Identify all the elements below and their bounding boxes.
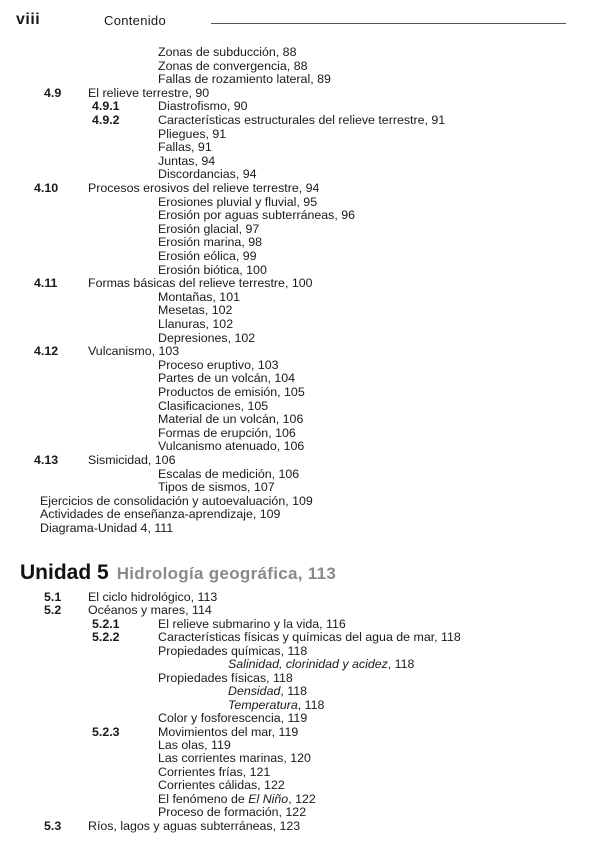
toc-entry bbox=[88, 590, 217, 604]
toc-entry-text: Erosión eólica, 99 bbox=[158, 249, 257, 263]
toc-entry-italic: Salinidad, clorinidad y acidez bbox=[228, 657, 388, 672]
toc-entry bbox=[158, 331, 255, 345]
toc-entry-text: Proceso de formación, 122 bbox=[158, 805, 307, 820]
toc-entry-text: Propiedades químicas, 118 bbox=[158, 643, 308, 658]
toc-entry bbox=[158, 290, 240, 304]
toc-entry bbox=[158, 751, 311, 765]
section-number: 4.9 bbox=[44, 85, 62, 100]
toc-entry bbox=[88, 453, 175, 467]
toc-entry-text: Proceso eruptivo, 103 bbox=[158, 357, 279, 372]
toc-entry bbox=[158, 222, 259, 236]
toc-entry-text: Discordancias, 94 bbox=[158, 167, 257, 182]
section-number: 4.9.1 bbox=[92, 99, 120, 114]
toc-entry bbox=[158, 45, 296, 59]
section-number: 5.2.1 bbox=[92, 616, 120, 631]
toc-entry-text: Zonas de subducción, 88 bbox=[158, 45, 297, 59]
toc-entry bbox=[158, 792, 316, 806]
toc-entry-text: Características físicas y químicas del agua de mar, 118 bbox=[158, 630, 461, 645]
toc-entry bbox=[158, 412, 303, 426]
toc-entry-text: El relieve submarino y la vida, 116 bbox=[158, 616, 346, 631]
section-number: 5.3 bbox=[44, 818, 62, 833]
toc-entry bbox=[158, 725, 298, 739]
section-number: 4.10 bbox=[34, 181, 59, 195]
toc-entry-text: Mesetas, 102 bbox=[158, 303, 233, 318]
toc-entry-text: Erosión glacial, 97 bbox=[158, 221, 260, 236]
toc-entry bbox=[158, 208, 355, 222]
toc-entry bbox=[40, 507, 280, 521]
toc-entry-text: Sismicidad, 106 bbox=[88, 453, 176, 467]
toc-entry-text: , 118 bbox=[297, 697, 325, 712]
toc-entry-text: Productos de emisión, 105 bbox=[158, 385, 305, 399]
section-number: 4.9.2 bbox=[92, 113, 120, 127]
toc-entry bbox=[228, 684, 307, 698]
toc-entry-text: El ciclo hidrológico, 113 bbox=[88, 590, 218, 604]
section-number: 5.1 bbox=[44, 590, 62, 604]
toc-entry bbox=[158, 113, 445, 127]
toc-entry-text: Las olas, 119 bbox=[158, 737, 231, 752]
toc-entry-text: , 118 bbox=[387, 657, 415, 672]
toc-entry-italic: El Niño bbox=[248, 791, 289, 806]
toc-entry bbox=[158, 778, 285, 792]
toc-entry-italic: Densidad bbox=[228, 684, 281, 699]
toc-entry-text: Escalas de medición, 106 bbox=[158, 466, 300, 481]
toc-entry bbox=[158, 127, 226, 141]
toc-entry bbox=[158, 263, 267, 277]
toc-entry bbox=[158, 630, 461, 644]
toc-entry bbox=[158, 467, 299, 481]
section-number: 4.12 bbox=[34, 344, 59, 359]
section-number: 4.11 bbox=[34, 276, 58, 291]
toc-entry-text: Procesos erosivos del relieve terrestre, 94 bbox=[88, 181, 320, 195]
toc-entry bbox=[158, 371, 295, 385]
toc-entry bbox=[158, 399, 268, 413]
toc-entry-text: Formas de erupción, 106 bbox=[158, 425, 296, 440]
toc-entry-text: Depresiones, 102 bbox=[158, 330, 256, 345]
toc-entry-text: Fallas, 91 bbox=[158, 140, 212, 155]
toc-entry bbox=[88, 603, 212, 617]
toc-entry bbox=[88, 86, 209, 100]
toc-entry-text: , 118 bbox=[280, 684, 307, 699]
toc-entry-text: Movimientos del mar, 119 bbox=[158, 724, 299, 739]
toc-entry-text: Material de un volcán, 106 bbox=[158, 412, 304, 427]
toc-entry bbox=[158, 303, 232, 317]
section-number: 5.2 bbox=[44, 603, 62, 618]
toc-entry-text: Partes de un volcán, 104 bbox=[158, 371, 296, 386]
toc-entry bbox=[158, 671, 293, 685]
toc-entry-text: Zonas de convergencia, 88 bbox=[158, 58, 308, 73]
toc-entry-text: Actividades de enseñanza-aprendizaje, 109 bbox=[40, 507, 281, 522]
toc-entry bbox=[158, 385, 305, 399]
toc-entry bbox=[158, 195, 317, 209]
toc-entry-text: Pliegues, 91 bbox=[158, 126, 227, 141]
toc-entry-text: Montañas, 101 bbox=[158, 289, 240, 304]
toc-entry bbox=[158, 99, 248, 113]
unit-title: Hidrología geográfica, 113 bbox=[116, 564, 337, 583]
toc-entry bbox=[158, 644, 307, 658]
section-number: 4.13 bbox=[34, 453, 59, 467]
toc-entry-text: Clasificaciones, 105 bbox=[158, 398, 269, 413]
toc-entry-text: Llanuras, 102 bbox=[158, 317, 234, 331]
toc-entry bbox=[158, 480, 275, 494]
toc-entry bbox=[158, 249, 257, 263]
toc-entry-text: Juntas, 94 bbox=[158, 153, 216, 168]
toc-entry bbox=[158, 154, 215, 168]
toc-entry-text: Características estructurales del relieve terrestre, 91 bbox=[158, 113, 446, 127]
toc-entry bbox=[228, 698, 324, 712]
toc-entry-text: Diagrama-Unidad 4, 111 bbox=[40, 521, 174, 535]
toc-entry-text: Vulcanismo, 103 bbox=[88, 344, 180, 359]
toc-entry bbox=[158, 358, 279, 372]
toc-entry bbox=[88, 181, 319, 195]
toc-entry-prefix: El fenómeno de bbox=[158, 791, 249, 806]
toc-entry-text: Diastrofismo, 90 bbox=[158, 99, 248, 114]
toc-entry-text: Erosión por aguas subterráneas, 96 bbox=[158, 208, 355, 223]
toc-entry-text: Corrientes cálidas, 122 bbox=[158, 778, 285, 793]
toc-entry-text: Corrientes frías, 121 bbox=[158, 764, 271, 779]
toc-entry-text: Color y fosforescencia, 119 bbox=[158, 711, 308, 726]
toc-entry bbox=[88, 276, 313, 290]
section-number: 5.2.3 bbox=[92, 724, 120, 739]
toc-entry-text: Erosión marina, 98 bbox=[158, 235, 262, 250]
toc-entry bbox=[228, 657, 414, 671]
toc-entry bbox=[158, 617, 346, 631]
toc-entry bbox=[158, 439, 304, 453]
unit-label: Unidad 5 bbox=[20, 561, 109, 584]
toc-entry-text: Ríos, lagos y aguas subterráneas, 123 bbox=[88, 818, 301, 833]
toc-entry bbox=[158, 59, 307, 73]
toc-entry-text: Las corrientes marinas, 120 bbox=[158, 751, 311, 766]
toc-entry bbox=[88, 819, 300, 833]
toc-entry-italic: Temperatura bbox=[228, 697, 298, 712]
toc-entry bbox=[158, 738, 231, 752]
toc-entry bbox=[158, 235, 262, 249]
toc-entry bbox=[158, 711, 307, 725]
toc-entry bbox=[158, 317, 233, 331]
toc-entry bbox=[158, 72, 331, 86]
toc-entry-text: Fallas de rozamiento lateral, 89 bbox=[158, 72, 331, 87]
page-number: viii bbox=[16, 11, 41, 28]
toc-entry bbox=[158, 167, 256, 181]
toc-entry bbox=[40, 521, 173, 535]
running-title: Contenido bbox=[104, 13, 166, 28]
toc-entry-text: El relieve terrestre, 90 bbox=[88, 85, 210, 100]
toc-entry-text: Ejercicios de consolidación y autoevaluación, 109 bbox=[40, 493, 313, 508]
toc-entry bbox=[158, 805, 306, 819]
toc-entry-text: Tipos de sismos, 107 bbox=[158, 480, 275, 495]
toc-entry-text: Erosión biótica, 100 bbox=[158, 262, 267, 277]
toc-entry-text: , 122 bbox=[288, 791, 316, 806]
toc-entry-text: Océanos y mares, 114 bbox=[88, 603, 212, 618]
toc-entry bbox=[158, 765, 270, 779]
toc-entry-text: Formas básicas del relieve terrestre, 100 bbox=[88, 276, 313, 291]
toc-entry bbox=[40, 494, 313, 508]
toc-entry-text: Propiedades físicas, 118 bbox=[158, 670, 293, 685]
toc-entry bbox=[158, 426, 296, 440]
section-number: 5.2.2 bbox=[92, 630, 120, 645]
toc-entry-text: Erosiones pluvial y fluvial, 95 bbox=[158, 194, 318, 209]
toc-entry bbox=[88, 344, 179, 358]
toc-entry bbox=[158, 140, 212, 154]
toc-entry-text: Vulcanismo atenuado, 106 bbox=[158, 439, 305, 454]
